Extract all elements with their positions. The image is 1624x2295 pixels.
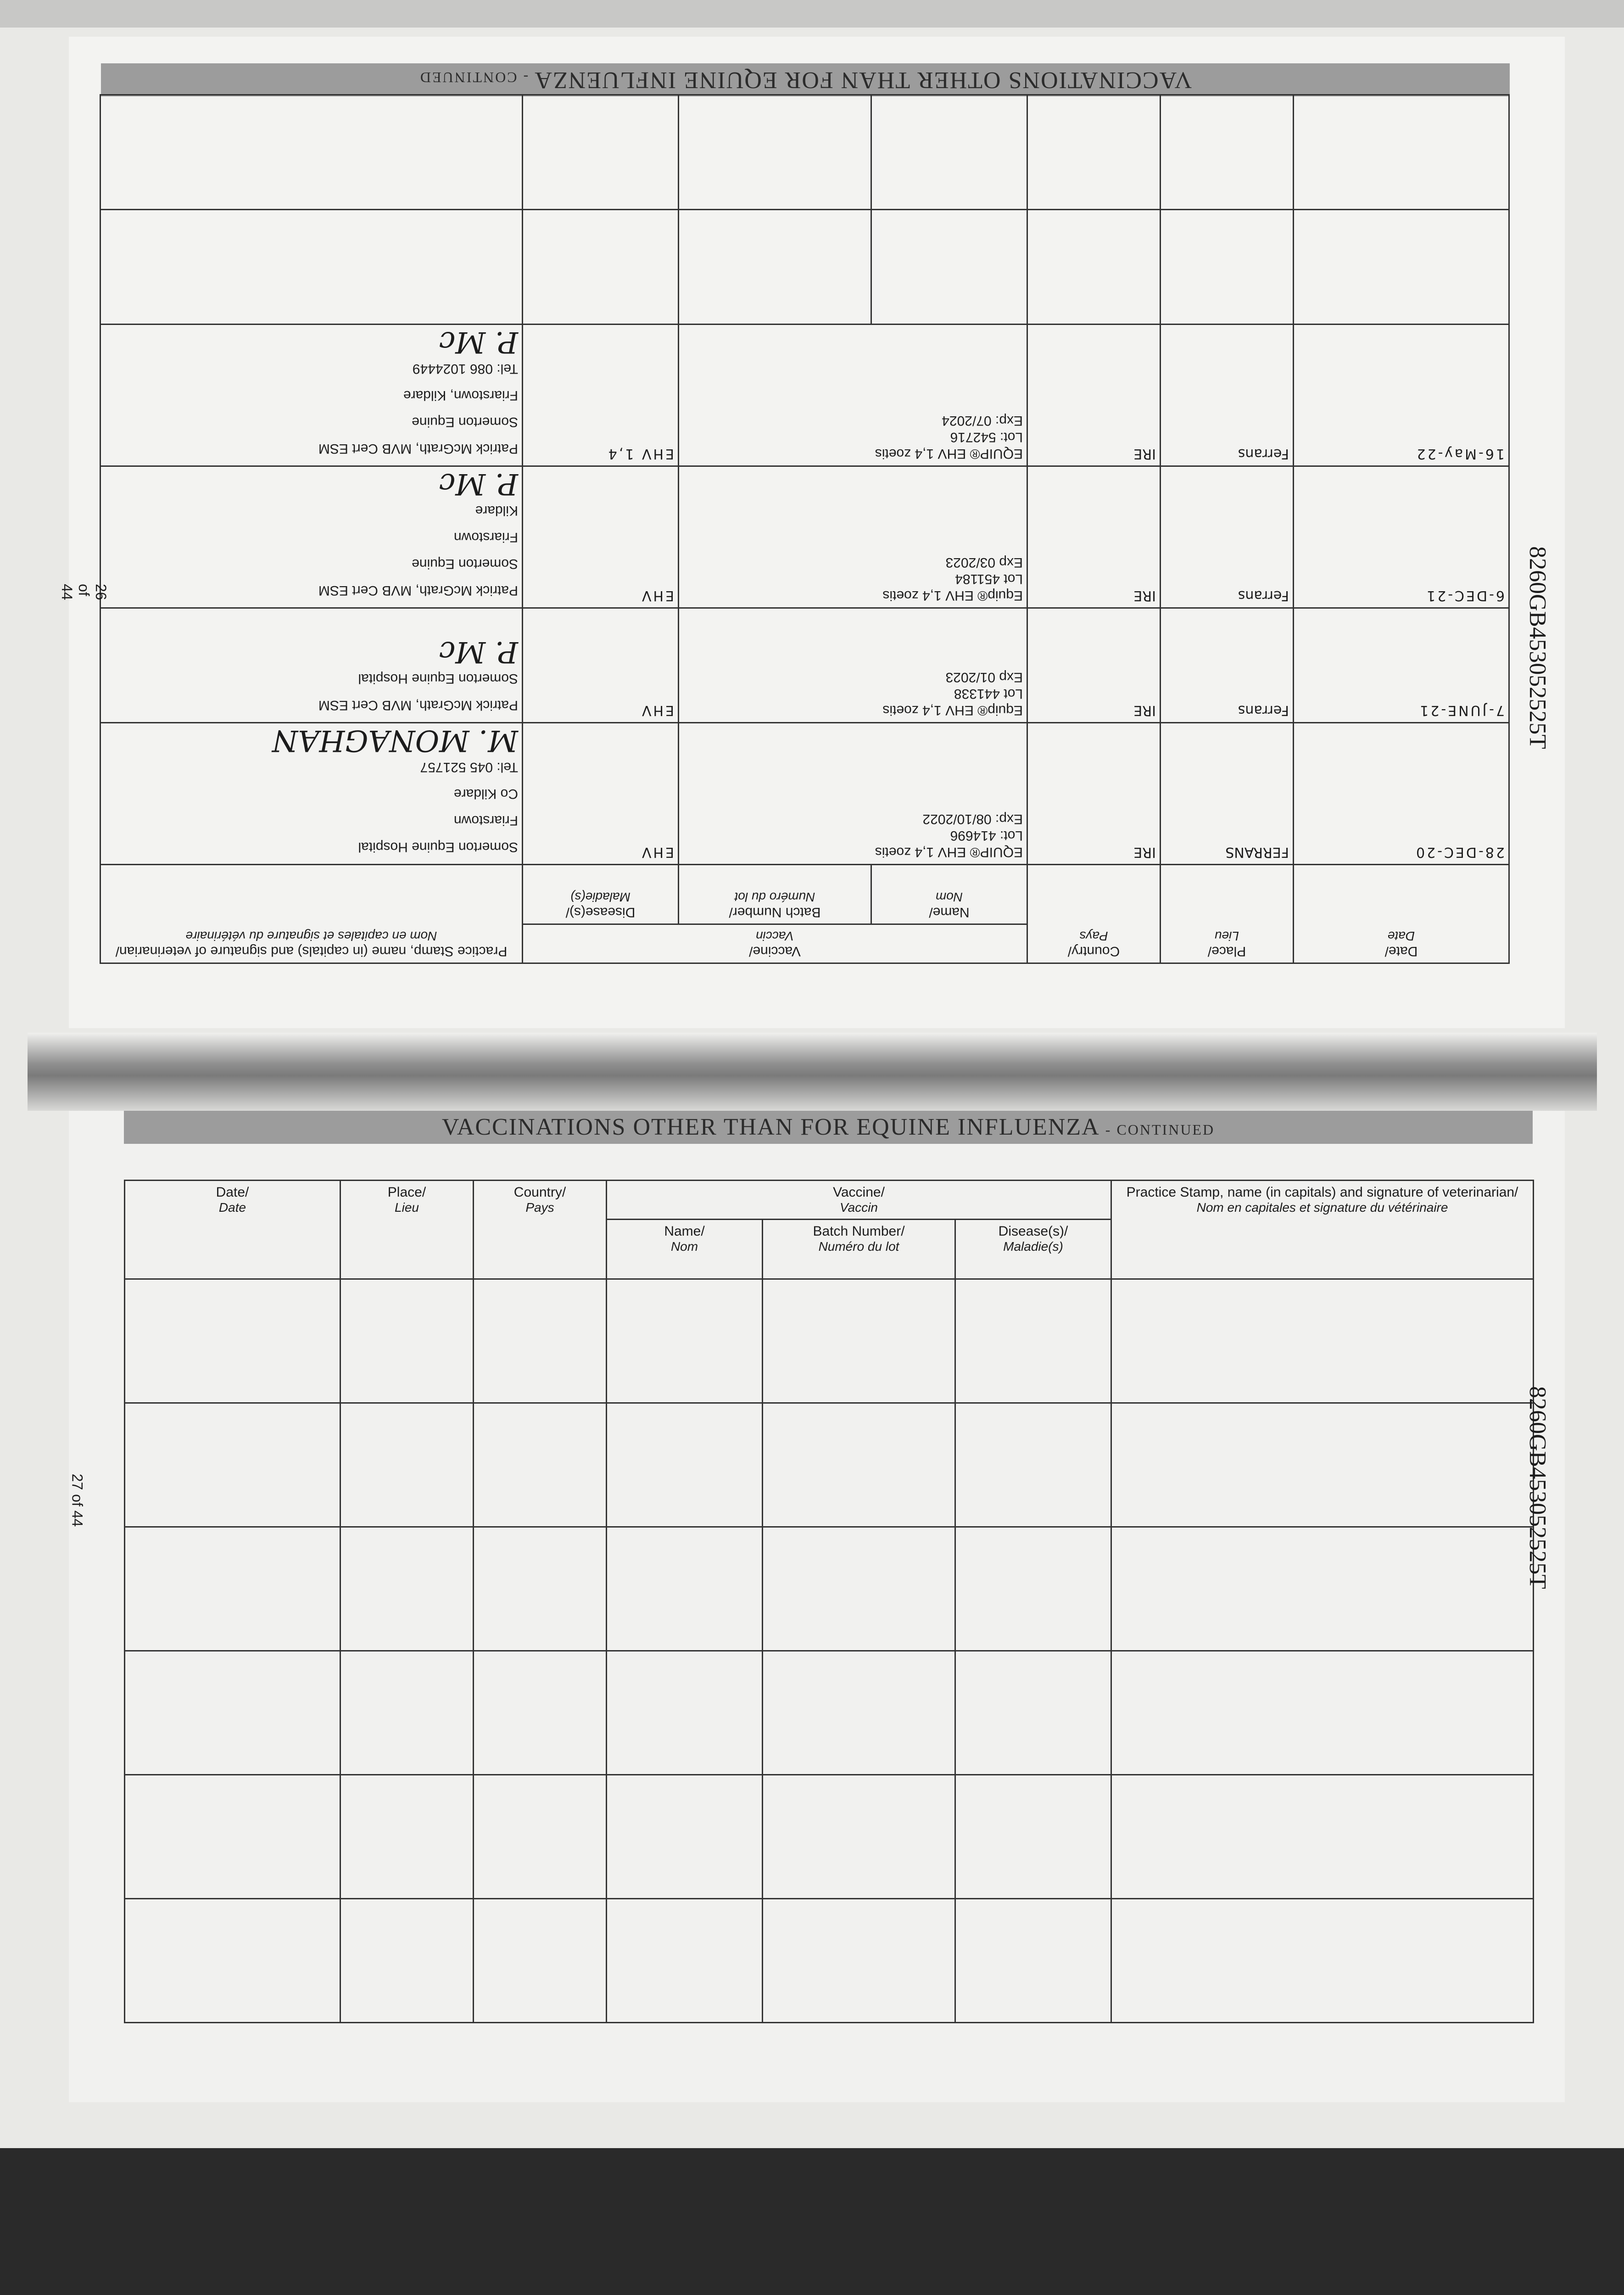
upper-banner-suffix: - CONTINUED [419,69,529,86]
empty-cell [1027,95,1161,210]
empty-cell [340,1527,474,1651]
empty-cell [1111,1651,1534,1775]
table-row [100,325,1509,466]
stamp-cell [100,608,522,723]
empty-cell [679,95,871,210]
lower-vaccination-table [124,1180,1534,2023]
stamp-line: Somerton Equine [412,556,518,571]
empty-cell [607,1527,763,1651]
upper-vaccination-table [100,94,1510,964]
book-spine-shadow [28,1033,1597,1111]
stamp-line: Co Kildare [453,786,518,801]
country-cell: IRE [1027,466,1161,608]
vaccine-name: EQUIP® EHV 1,4 zoetis [875,446,1023,461]
stamp-line: Somerton Equine Hospital [358,671,518,686]
table-row [100,95,1509,210]
upper-section-banner [101,63,1510,96]
empty-cell [1111,1899,1534,2023]
upper-stamp-header: Practice Stamp, name (in capitals) and signature of veterinarian/ Nom en capitales et signature du vétérinaire [100,865,522,963]
empty-cell [763,1527,955,1651]
disease-cell: EHV [522,466,678,608]
stamp-line: Friarstown [453,530,518,545]
lower-vaccine-header: Vaccine/ Vaccin [607,1181,1111,1220]
table-row [125,1899,1534,2023]
empty-cell [763,1403,955,1527]
empty-cell [1111,1527,1534,1651]
lower-name-header: Name/ Nom [607,1220,763,1279]
empty-cell [763,1899,955,2023]
vet-signature: P. Mc [439,635,518,669]
table-row [100,466,1509,608]
lower-header-row-1 [125,1181,1534,1220]
upper-page-number: 26 of 44 [59,584,109,600]
place-cell: Ferrans [1161,466,1294,608]
date-cell: 16-May-22 [1294,325,1509,466]
stamp-line: Friarstown, Kildare [403,388,518,403]
stamp-cell [100,325,522,466]
empty-cell [125,1775,340,1899]
place-cell: Ferrans [1161,325,1294,466]
lower-page [69,1111,1565,2102]
empty-cell [955,1651,1111,1775]
empty-cell [955,1403,1111,1527]
empty-cell [955,1775,1111,1899]
upper-country-header: Country/ Pays [1027,865,1161,963]
stamp-line: Patrick McGrath, MVB Cert ESM [318,441,518,456]
country-cell: IRE [1027,608,1161,723]
upper-place-header: Place/ Lieu [1161,865,1294,963]
lower-stamp-header: Practice Stamp, name (in capitals) and signature of veterinarian/ Nom en capitales et signature du vétérinaire [1111,1181,1534,1279]
empty-cell [125,1651,340,1775]
disease-cell: EHV [522,723,678,865]
upper-date-header: Date/ Date [1294,865,1509,963]
stamp-line: Patrick McGrath, MVB Cert ESM [318,583,518,598]
vaccine-lot: Lot: 414696 [950,828,1023,843]
empty-cell [1027,210,1161,325]
date-cell: 7-JUNE-21 [1294,608,1509,723]
empty-cell [125,1279,340,1403]
vaccine-lot: Lot 441338 [954,686,1023,701]
empty-cell [125,1527,340,1651]
lower-banner-suffix: - CONTINUED [1105,1121,1215,1138]
stamp-cell [100,466,522,608]
empty-cell [955,1527,1111,1651]
table-row [125,1775,1534,1899]
table-row [125,1651,1534,1775]
empty-cell [125,1899,340,2023]
vaccine-lot: Lot 451184 [955,571,1023,587]
empty-cell [1111,1403,1534,1527]
empty-cell [522,210,678,325]
table-row [100,723,1509,865]
empty-cell [340,1403,474,1527]
country-cell: IRE [1027,723,1161,865]
vet-signature: M. MONAGHAN [272,723,518,757]
lower-disease-header: Disease(s)/ Maladie(s) [955,1220,1111,1279]
vaccine-name: EQUIP® EHV 1,4 zoetis [875,845,1023,860]
empty-cell [607,1403,763,1527]
empty-cell [1111,1279,1534,1403]
upper-header-row-1 [100,924,1509,963]
disease-cell: EHV 1,4 [522,325,678,466]
lower-section-banner [124,1111,1533,1144]
vaccine-name: Equip® EHV 1,4 zoetis [882,703,1023,718]
lower-country-header: Country/ Pays [474,1181,607,1279]
empty-cell [474,1279,607,1403]
stamp-line: Tel: 045 521757 [420,760,518,775]
upper-vaccine-header: Vaccine/ Vaccin [522,924,1027,963]
empty-cell [871,210,1027,325]
stamp-line: Patrick McGrath, MVB Cert ESM [318,698,518,713]
empty-cell [340,1899,474,2023]
vaccine-label-cell [679,325,1027,466]
stamp-line: Kildare [475,503,518,518]
vaccine-exp: Exp: 07/2024 [942,413,1023,428]
vaccine-exp: Exp: 08/10/2022 [922,812,1023,827]
empty-cell [100,210,522,325]
stamp-cell [100,723,522,865]
upper-banner-title: VACCINATIONS OTHER THAN FOR EQUINE INFLUENZA [535,67,1192,93]
empty-cell [607,1899,763,2023]
empty-cell [607,1279,763,1403]
table-row [100,608,1509,723]
empty-cell [763,1775,955,1899]
upper-name-header: Name/ Nom [871,865,1027,924]
vaccine-label-cell [679,608,1027,723]
place-cell: Ferrans [1161,608,1294,723]
empty-cell [474,1651,607,1775]
upper-page [59,37,1565,1028]
scan-bottom-edge [0,2148,1624,2295]
empty-cell [871,95,1027,210]
lower-place-header: Place/ Lieu [340,1181,474,1279]
empty-cell [1111,1775,1534,1899]
lower-banner-title: VACCINATIONS OTHER THAN FOR EQUINE INFLUENZA [441,1114,1099,1140]
place-cell: FERRANS [1161,723,1294,865]
vaccine-name: Equip® EHV 1,4 zoetis [882,588,1023,603]
date-cell: 6-DEC-21 [1294,466,1509,608]
empty-cell [955,1899,1111,2023]
empty-cell [340,1775,474,1899]
empty-cell [763,1279,955,1403]
empty-cell [955,1279,1111,1403]
lower-document-id: 8260GB453052525T [1524,1386,1551,1589]
stamp-line: Tel: 086 1024449 [412,361,518,376]
vaccine-lot: Lot: 542716 [950,430,1023,445]
empty-cell [607,1651,763,1775]
empty-cell [1294,95,1509,210]
empty-cell [474,1403,607,1527]
vaccine-exp: Exp 01/2023 [945,670,1023,685]
lower-date-header: Date/ Date [125,1181,340,1279]
country-cell: IRE [1027,325,1161,466]
upper-document-id: 8260GB453052525T [1524,546,1551,749]
scan-top-edge [0,0,1624,28]
empty-cell [340,1651,474,1775]
stamp-line: Somerton Equine [412,414,518,430]
empty-cell [474,1775,607,1899]
upper-disease-header: Disease(s)/ Maladie(s) [522,865,678,924]
upper-batch-header: Batch Number/ Numéro du lot [679,865,871,924]
stamp-line: Friarstown [453,813,518,828]
empty-cell [1294,210,1509,325]
lower-page-number: 27 of 44 [69,1473,86,1527]
empty-cell [763,1651,955,1775]
vaccine-exp: Exp 03/2023 [945,555,1023,570]
date-cell: 28-DEC-20 [1294,723,1509,865]
empty-cell [340,1279,474,1403]
stamp-line: Somerton Equine Hospital [358,840,518,855]
empty-cell [1161,95,1294,210]
disease-cell: EHV [522,608,678,723]
empty-cell [474,1527,607,1651]
table-row [125,1279,1534,1403]
empty-cell [522,95,678,210]
vet-signature: P. Mc [439,467,518,501]
vet-signature: P. Mc [439,325,518,359]
empty-cell [474,1899,607,2023]
empty-cell [1161,210,1294,325]
empty-cell [679,210,871,325]
table-row [125,1403,1534,1527]
empty-cell [100,95,522,210]
empty-cell [125,1403,340,1527]
vaccine-label-cell [679,723,1027,865]
vaccine-label-cell [679,466,1027,608]
empty-cell [607,1775,763,1899]
table-row [125,1527,1534,1651]
lower-batch-header: Batch Number/ Numéro du lot [763,1220,955,1279]
table-row [100,210,1509,325]
